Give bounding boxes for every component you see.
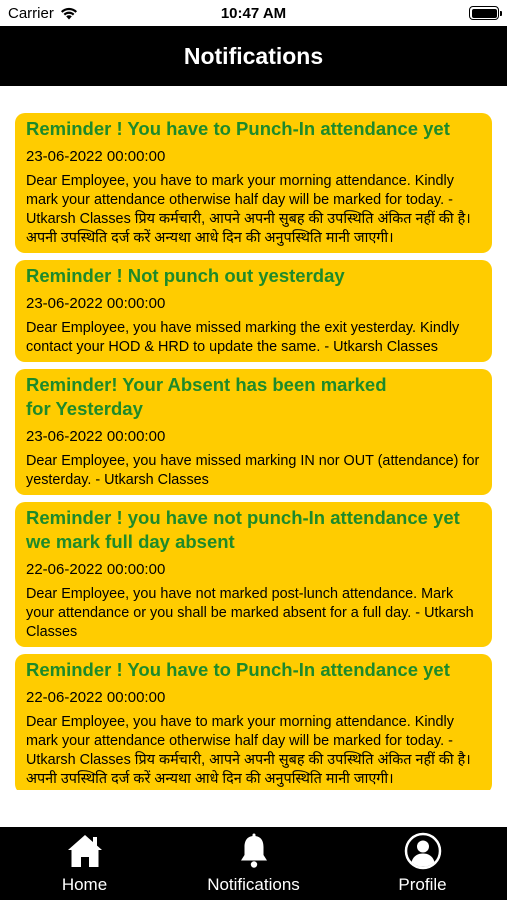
notification-title: Reminder! Your Absent has been marked for Yesterday xyxy=(26,374,387,419)
notification-body: Dear Employee, you have missed marking the exit yesterday. Kindly contact your HOD & HRD to update the same. - Utkarsh Classes xyxy=(26,320,460,355)
home-icon xyxy=(65,831,105,871)
tab-profile[interactable] xyxy=(338,827,507,900)
notification-date: 23-06-2022 00:00:00 xyxy=(26,428,166,445)
notification-card[interactable] xyxy=(15,502,492,647)
notification-body: Dear Employee, you have not marked post-lunch attendance. Mark your attendance or you shall be marked absent for a full day. - Utkarsh Classes xyxy=(26,586,474,640)
notification-title: Reminder ! you have not punch-In attendance yet we mark full day absent xyxy=(26,507,460,552)
notification-card[interactable] xyxy=(15,260,492,362)
notification-card[interactable] xyxy=(15,113,492,253)
page-title: Notifications xyxy=(183,42,324,69)
tab-home[interactable] xyxy=(0,827,169,900)
notification-card[interactable] xyxy=(15,654,492,790)
notification-card[interactable] xyxy=(15,369,492,495)
notification-body: Dear Employee, you have missed marking IN nor OUT (attendance) for yesterday. - Utkarsh Classes xyxy=(26,453,480,488)
status-bar xyxy=(0,0,507,26)
bell-icon xyxy=(234,831,274,871)
status-time: 10:47 AM xyxy=(220,5,287,22)
notification-body: Dear Employee, you have to mark your morning attendance. Kindly mark your attendance otherwise half day will be marked for today. - Utkarsh Classes प्रिय कर्मचारी, आपने अपनी सुबह की उपस्थिति अंकित नहीं की है। अपनी उपस्थिति दर्ज करें अन्यथा आधे दिन की अनुपस्थिति मानी जाएगी। xyxy=(26,714,471,787)
tab-notifications-label: Notifications xyxy=(207,875,300,894)
notification-title: Reminder ! You have to Punch-In attendance yet xyxy=(26,118,450,139)
navigation-header xyxy=(0,26,507,86)
tab-home-label: Home xyxy=(61,875,108,894)
notification-title: Reminder ! Not punch out yesterday xyxy=(26,265,345,286)
notification-date: 22-06-2022 00:00:00 xyxy=(26,689,166,706)
profile-icon xyxy=(403,831,443,871)
notification-list[interactable] xyxy=(0,86,507,790)
notification-title: Reminder ! You have to Punch-In attendance yet xyxy=(26,659,450,680)
battery-icon xyxy=(469,6,499,20)
notification-date: 23-06-2022 00:00:00 xyxy=(26,148,166,165)
tab-bar xyxy=(0,827,507,900)
tab-profile-label: Profile xyxy=(398,875,447,894)
notification-date: 22-06-2022 00:00:00 xyxy=(26,561,166,578)
notification-body: Dear Employee, you have to mark your morning attendance. Kindly mark your attendance otherwise half day will be marked for today. - Utkarsh Classes प्रिय कर्मचारी, आपने अपनी सुबह की उपस्थिति अंकित नहीं की है। अपनी उपस्थिति दर्ज करें अन्यथा आधे दिन की अनुपस्थिति मानी जाएगी। xyxy=(26,173,471,246)
notification-date: 23-06-2022 00:00:00 xyxy=(26,295,166,312)
tab-notifications[interactable] xyxy=(169,827,338,900)
carrier-label: Carrier xyxy=(8,5,54,22)
